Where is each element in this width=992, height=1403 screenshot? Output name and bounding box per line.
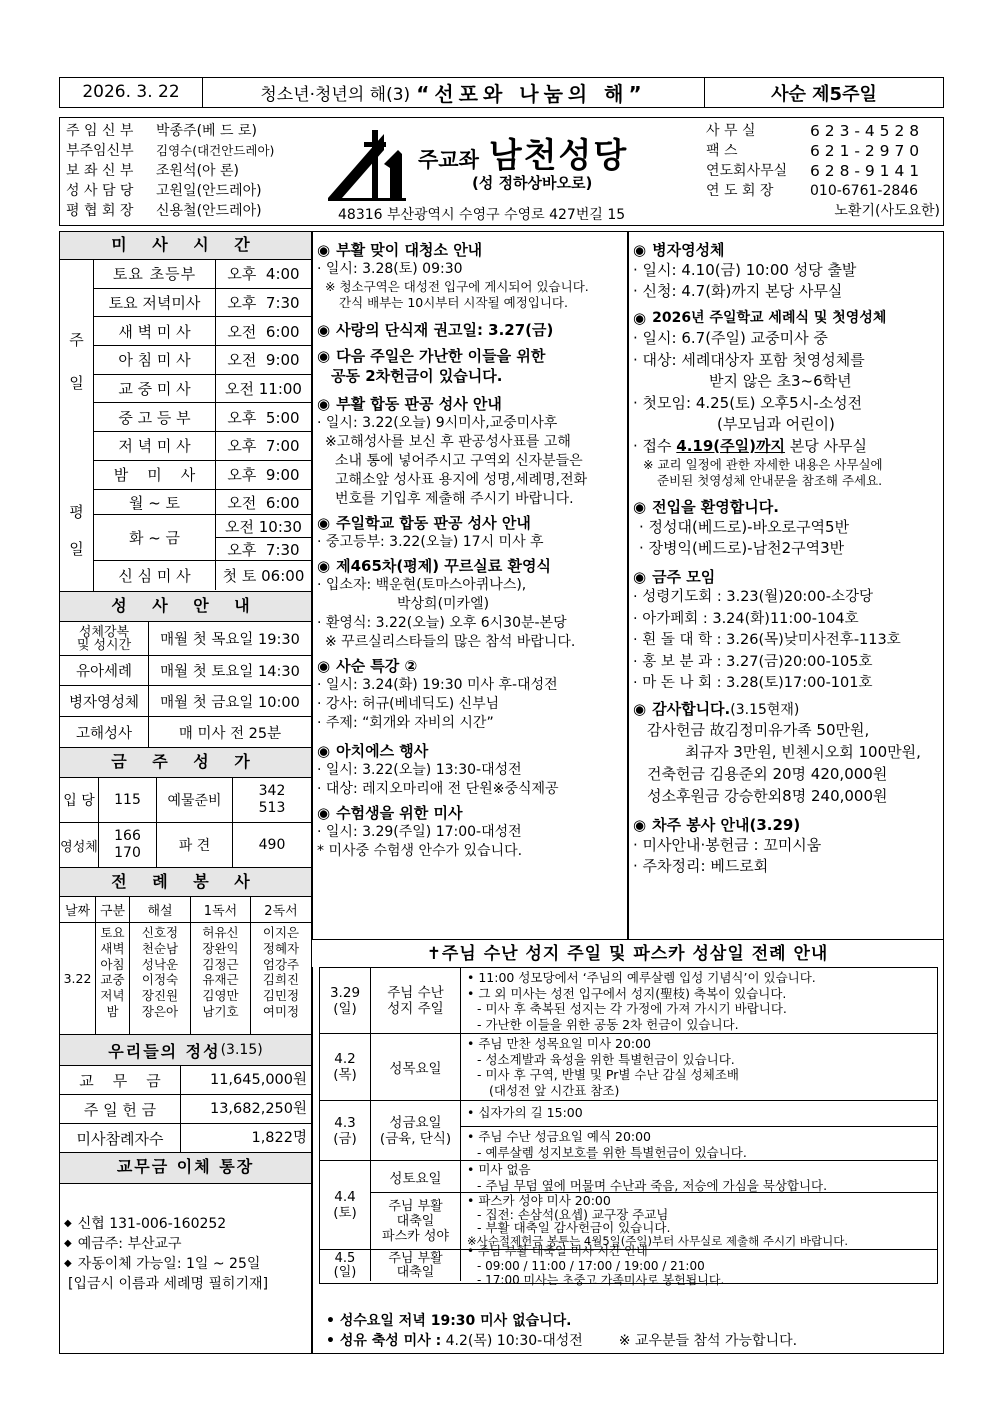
year-theme-main: “선포와 나눔의 해” — [416, 82, 647, 106]
notice-line: ※ 교리 일정에 관한 자세한 내용은 사무실에 — [643, 457, 883, 472]
parish-address: 48316 부산광역시 수영구 수영로 427번길 15 — [338, 207, 626, 223]
notice-title: 2026년 주일학교 세례식 및 첫영성체 — [652, 310, 887, 326]
notice-title: 사순 특강 ② — [336, 657, 418, 675]
col-header: 2독서 — [264, 904, 298, 919]
reader-2: 여미정 — [262, 1003, 300, 1019]
notice-line: · 첫모임: 4.25(토) 오후5시-소성전 — [633, 393, 863, 412]
hymns-heading: 금 주 성 가 — [60, 747, 311, 778]
reader-2: 김희진 — [262, 972, 300, 988]
holy-week-footer — [326, 1311, 797, 1351]
mass-time: 첫 토 06:00 — [222, 567, 305, 585]
staff-name: 박종주(베 드 로) — [156, 123, 257, 139]
holy-line: • 십자가의 길 15:00 — [461, 1101, 937, 1127]
notice-line: 번호를 기입후 제출해 주시기 바랍니다. — [335, 491, 574, 507]
notice-line: · 주차정리: 베드로회 — [633, 856, 769, 875]
bullseye-icon: ◉ — [317, 804, 331, 822]
holy-line: - 미사 후 축복된 성지는 각 가정에 가져 가시기 바랍니다. — [477, 1001, 787, 1016]
notice-line: · 중고등부: 3.22(오늘) 17시 미사 후 — [317, 534, 544, 550]
holy-day-name: 주님 부활 대축일 — [371, 1250, 461, 1281]
hymn-number: 490 — [258, 837, 286, 853]
notice-title: 제465차(평제) 꾸르실료 환영식 — [336, 557, 551, 575]
notice-line: · 환영식: 3.22(오늘) 오후 6시30분-본당 — [317, 615, 567, 631]
footer-note: • 성유 축성 미사 : — [326, 1333, 442, 1349]
notice-title: 아치에스 행사 — [336, 742, 429, 760]
notice-line: · 대상: 레지오마리애 전 단원※중식제공 — [317, 781, 559, 797]
notice-line: · 장병익(베드로)-남천2구역3반 — [639, 539, 845, 557]
holy-line: - 미사 후 구역, 반별 및 Pr별 수난 감실 성체조배 — [477, 1067, 739, 1082]
staff-name: 김영수(대건안드레아) — [156, 143, 275, 158]
bullseye-icon: ◉ — [317, 321, 331, 339]
contact-person: 노환기(사도요한) — [834, 203, 940, 219]
deadline-highlight: 4.19(주일)까지 — [676, 436, 785, 455]
notice-title: 병자영성체 — [652, 241, 725, 259]
notice-line: (부모님과 어린이) — [717, 415, 835, 433]
diocese-label: 주교좌 — [418, 148, 479, 172]
bullseye-icon: ◉ — [317, 557, 331, 575]
offerings-heading: 우리들의 정성 — [108, 1041, 221, 1061]
notice-line: · 성령기도회 : 3.23(월)20:00-소강당 — [633, 589, 874, 605]
holy-date: 3.29 (일) — [320, 968, 371, 1033]
mass-time: 오후 5:00 — [227, 408, 300, 427]
hymn-label: 예물준비 — [157, 778, 233, 822]
holy-day-name: 주님 수난 성지 주일 — [371, 968, 461, 1033]
account-info: 자동이체 가능일: 1일 ~ 25일 — [77, 1256, 261, 1272]
staff-name: 고원일(안드레아) — [156, 183, 262, 199]
holy-line: • 파스카 성야 미사 20:00 — [467, 1193, 611, 1208]
bullseye-icon: ◉ — [317, 241, 331, 259]
offering-amount: 1,822명 — [251, 1130, 307, 1146]
service-type: 아침 — [100, 956, 125, 972]
offering-name: 교 무 금 — [60, 1066, 181, 1094]
holy-day-name: 성토요일 — [371, 1161, 461, 1192]
bullseye-icon: ◉ — [633, 498, 647, 516]
notice-title: 수험생을 위한 미사 — [336, 804, 463, 822]
notice-line: 본당 사무실 — [784, 436, 867, 455]
account-info: 예금주: 부산교구 — [77, 1236, 182, 1252]
service-type: 새벽 — [100, 940, 125, 956]
bullseye-icon: ◉ — [633, 815, 647, 834]
holy-day-name: 주님 부활 대축일 파스카 성야 — [371, 1193, 461, 1249]
notice-line: · 아가페회 : 3.24(화)11:00-104호 — [633, 610, 859, 627]
mass-time: 오후 4:00 — [227, 265, 300, 284]
notice-title: 부활 맞이 대청소 안내 — [336, 241, 483, 259]
holy-day-name: 성목요일 — [371, 1034, 461, 1100]
holy-line: • 주님 만찬 성목요일 미사 20:00 — [467, 1036, 652, 1051]
service-type: 교중 — [100, 972, 125, 988]
holy-line: - 09:00 / 11:00 / 17:00 / 19:00 / 21:00 — [477, 1258, 705, 1273]
year-theme: 청소년·청년의 해(3) — [260, 85, 411, 105]
reader-2: 정혜자 — [262, 940, 300, 956]
notice-title: 다음 주일은 가난한 이들을 위한 — [336, 347, 546, 365]
notice-line: · 강사: 허규(베네딕도) 신부님 — [317, 696, 500, 712]
notice-line: · 신청: 4.7(화)까지 본당 사무실 — [633, 282, 843, 300]
notice-line: ※고해성사를 보신 후 판공성사표를 고해 — [325, 434, 571, 450]
mass-name: 월 ~ 토 — [94, 490, 216, 514]
sacrament-time: 매월 첫 목요일 19:30 — [160, 632, 300, 648]
col-header: 날짜 — [60, 897, 96, 922]
notice-line: ※ 청소구역은 대성전 입구에 게시되어 있습니다. — [325, 279, 589, 294]
offering-amount: 13,682,250원 — [209, 1101, 307, 1117]
sacrament-time: 매 미사 전 25분 — [178, 725, 282, 742]
holy-line: - 부활 대축일 감사헌금이 있습니다. — [477, 1220, 671, 1235]
holy-line: (대성전 앞 시간표 참조) — [489, 1082, 620, 1098]
holy-line: - 집전: 손삼석(요셉) 교구장 주교님 — [477, 1206, 669, 1222]
contact-value: 6 2 1 - 2 9 7 0 — [810, 142, 920, 160]
sacrament-name: 성체강복 및 성시간 — [60, 622, 149, 655]
mass-name: 화 ~ 금 — [94, 515, 216, 560]
notice-line: · 주제: “회개와 자비의 시간” — [317, 715, 494, 731]
reader-1: 유재근 — [202, 972, 239, 988]
commentator: 천순남 — [141, 940, 179, 956]
contact-list — [706, 121, 940, 221]
diamond-bullet-icon: ◆ — [64, 1218, 72, 1229]
mass-name: 저 녁 미 사 — [94, 432, 216, 460]
notice-title: 차주 봉사 안내(3.29) — [652, 815, 801, 834]
notice-line: 고해소앞 성사표 용지에 성명,세례명,전화 — [335, 472, 588, 488]
holy-day-name: 성금요일 (금육, 단식) — [371, 1101, 461, 1160]
hymn-label: 파 견 — [157, 823, 233, 867]
mass-time: 오후 7:30 — [227, 294, 300, 313]
donation-line: 최규자 3만원, 빈첸시오회 100만원, — [685, 742, 921, 761]
sacrament-name: 유아세례 — [60, 656, 149, 685]
holy-line: - 예루살렘 성지보호를 위한 특별헌금이 있습니다. — [477, 1144, 747, 1160]
bullseye-icon: ◉ — [317, 514, 331, 532]
account-info: 신협 131-006-160252 — [77, 1216, 227, 1232]
notice-line: 소내 통에 넣어주시고 구역외 신자분들은 — [335, 453, 583, 469]
notice-title: 전입을 환영합니다. — [652, 498, 779, 516]
holy-date: 4.3 (금) — [320, 1101, 371, 1160]
contact-label: 연도회사무실 — [706, 163, 788, 179]
notice-line: ※ 꾸르실리스타들의 많은 참석 바랍니다. — [325, 634, 576, 650]
mass-time: 오전 6:00 — [227, 493, 300, 512]
staff-role: 부주임신부 — [66, 143, 134, 159]
notice-line: · 입소자: 백운현(토마스아퀴나스), — [317, 577, 527, 593]
contact-label: 팩 스 — [706, 143, 738, 159]
commentator: 장은아 — [141, 1003, 179, 1019]
holy-line: - 성소계발과 육성을 위한 특별헌금이 있습니다. — [477, 1051, 735, 1067]
service-type: 저녁 — [100, 988, 125, 1004]
hymn-number: 166 170 — [99, 823, 157, 867]
staff-role: 성 사 담 당 — [66, 183, 134, 199]
diamond-bullet-icon: ◆ — [64, 1238, 72, 1249]
notice-line: · 일시: 3.29(주일) 17:00-대성전 — [317, 824, 522, 840]
holy-date: 4.4 (토) — [320, 1161, 371, 1249]
bullseye-icon: ◉ — [317, 657, 331, 675]
commentator: 성낙운 — [141, 956, 179, 972]
notice-line: · 접수 — [633, 436, 677, 455]
holy-date: 4.5 (일) — [320, 1250, 371, 1281]
mass-name: 아 침 미 사 — [94, 346, 216, 374]
donation-line: 감사헌금 故김정미유가족 50만원, — [647, 720, 870, 739]
service-date: 3.22 — [60, 923, 96, 1034]
col-header: 1독서 — [191, 897, 251, 922]
liturgical-week: 사순 제5주일 — [771, 83, 877, 105]
notice-title: 금주 모임 — [652, 568, 716, 586]
notice-line: · 일시: 3.28(토) 09:30 — [317, 261, 463, 277]
holy-line: ※사순절제헌금 봉투는 4월5일(주일)부터 사무실로 제출해 주시기 바랍니다. — [467, 1233, 848, 1248]
issue-date: 2026. 3. 22 — [60, 78, 203, 107]
mass-time: 오후 9:00 — [227, 466, 300, 485]
contact-label: 사 무 실 — [706, 123, 756, 139]
notice-title: 감사합니다. — [652, 699, 731, 718]
mass-time: 오전 9:00 — [227, 351, 300, 370]
sacrament-name: 고해성사 — [60, 717, 149, 747]
contact-label: 연 도 회 장 — [706, 183, 774, 199]
holy-line: - 주님 무덤 옆에 머물며 수난과 죽음, 저승에 가심을 묵상합니다. — [477, 1177, 828, 1193]
account-heading: 교무금 이체 통장 — [60, 1153, 311, 1184]
reader-2: 엄강주 — [262, 956, 300, 972]
staff-name: 신용철(안드레아) — [156, 203, 262, 219]
staff-name: 조원석(아 론) — [156, 163, 239, 179]
sacraments-heading: 성 사 안 내 — [60, 592, 311, 622]
notices-right — [633, 240, 941, 877]
parish-name: 남천성당 — [488, 136, 629, 176]
hymn-label: 입 당 — [60, 778, 99, 822]
hymn-label: 영성체 — [60, 823, 99, 867]
notice-line: · 흰 돌 대 학 : 3.26(목)낮미사전후-113호 — [633, 632, 901, 648]
staff-list — [66, 121, 274, 221]
holy-week-table — [319, 967, 938, 1287]
mass-name: 중 고 등 부 — [94, 403, 216, 431]
contact-value: 010-6761-2846 — [810, 183, 919, 199]
sacrament-time: 매월 첫 토요일 14:30 — [160, 664, 300, 680]
footer-note: 4.2(목) 10:30-대성전 — [441, 1333, 583, 1349]
holy-line: • 그 외 미사는 성전 입구에서 성지(聖枝) 축복이 있습니다. — [467, 985, 787, 1001]
notice-title: 주일학교 합동 판공 성사 안내 — [336, 514, 531, 532]
staff-role: 평 협 회 장 — [66, 203, 134, 219]
mass-time: 오전 6:00 — [227, 322, 300, 341]
col-header: 해설 — [130, 897, 191, 922]
hymn-number: 342 513 — [258, 783, 286, 816]
holy-line: • 주님 수난 성금요일 예식 20:00 — [467, 1129, 652, 1144]
notice-title: 사랑의 단식재 권고일: 3.27(금) — [336, 321, 554, 339]
reader-1: 김영만 — [202, 988, 239, 1004]
footer-note: ※ 교우분들 참석 가능합니다. — [618, 1333, 798, 1349]
notice-title: 공동 2차헌금이 있습니다. — [331, 367, 503, 385]
parish-patron: (성 정하상바오로) — [472, 174, 593, 192]
mass-name: 토요 저녁미사 — [94, 289, 216, 317]
mass-times-heading: 미 사 시 간 — [60, 232, 311, 260]
notice-title: 부활 합동 판공 성사 안내 — [336, 395, 502, 413]
holy-line: - 가난한 이들을 위한 공동 2차 헌금이 있습니다. — [477, 1016, 739, 1032]
liturgy-service-heading: 전 례 봉 사 — [60, 867, 311, 897]
staff-role: 보 좌 신 부 — [66, 163, 134, 179]
offerings-date: (3.15) — [220, 1042, 263, 1058]
reader-2: 김민정 — [262, 988, 300, 1004]
notice-line: 받지 않은 초3~6학년 — [709, 372, 852, 390]
notice-line: * 미사중 수험생 안수가 있습니다. — [317, 843, 523, 859]
contact-value: 6 2 8 - 9 1 4 1 — [810, 162, 920, 180]
bullseye-icon: ◉ — [633, 699, 647, 718]
holy-line: • 미사 없음 — [467, 1162, 531, 1177]
sacrament-time: 매월 첫 금요일 10:00 — [160, 694, 300, 711]
notice-line: · 일시: 3.22(오늘) 13:30-대성전 — [317, 762, 522, 778]
notice-line: 간식 배부는 10시부터 시작될 예정입니다. — [339, 295, 568, 310]
mass-time: 오전 11:00 — [225, 380, 302, 399]
notices-middle — [317, 240, 625, 861]
mass-time: 오후 7:30 — [227, 540, 300, 559]
bullseye-icon: ◉ — [633, 309, 647, 327]
hymn-number: 115 — [99, 778, 157, 822]
notice-line: 준비된 첫영성체 안내문을 참조해 주세요. — [657, 473, 883, 488]
bullseye-icon: ◉ — [317, 347, 331, 365]
service-type: 토요 — [100, 925, 125, 940]
service-type: 밤 — [106, 1003, 119, 1019]
notice-line: · 일시: 3.22(오늘) 9시미사,교중미사후 — [317, 415, 558, 431]
donation-line: 건축헌금 김용준외 20명 420,000원 — [647, 764, 888, 783]
offering-amount: 11,645,000원 — [209, 1072, 307, 1088]
reader-1: 장완익 — [202, 940, 239, 956]
offering-name: 주 일 헌 금 — [60, 1095, 181, 1123]
staff-role: 주 임 신 부 — [66, 123, 134, 139]
footer-note: • 성수요일 저녁 19:30 미사 없습니다. — [326, 1313, 572, 1329]
offering-name: 미사참례자수 — [60, 1124, 181, 1152]
reader-1: 허유신 — [202, 925, 239, 940]
reader-2: 이지은 — [262, 925, 300, 940]
reader-1: 남기호 — [202, 1003, 239, 1019]
sacrament-name: 병자영성체 — [60, 686, 149, 716]
bullseye-icon: ◉ — [317, 395, 331, 413]
notice-line: · 일시: 3.24(화) 19:30 미사 후-대성전 — [317, 677, 558, 693]
title-bar — [59, 77, 944, 108]
commentator: 이정숙 — [141, 972, 179, 988]
holy-line: • 11:00 성모당에서 ‘주님의 예루살렘 입성 기념식’이 있습니다. — [467, 970, 816, 985]
notice-line: · 일시: 6.7(주일) 교중미사 중 — [633, 329, 828, 347]
notice-line: · 정성대(베드로)-바오로구역5반 — [639, 518, 850, 536]
mass-name: 밤 미 사 — [94, 461, 216, 489]
notice-line: · 마 돈 나 회 : 3.28(토)17:00-101호 — [633, 675, 873, 691]
bullseye-icon: ◉ — [633, 241, 647, 259]
commentator: 장진원 — [141, 988, 179, 1004]
col-header: 구분 — [96, 897, 130, 922]
mass-name: 교 중 미 사 — [94, 375, 216, 403]
reader-1: 김정근 — [202, 956, 239, 972]
holy-line: • 주님 부활 대축일 미사 시간 안내 — [467, 1244, 648, 1258]
mass-name: 신 심 미 사 — [94, 561, 216, 590]
notice-line: · 홍 보 분 과 : 3.27(금)20:00-105호 — [633, 653, 873, 670]
bullseye-icon: ◉ — [317, 742, 331, 760]
bullseye-icon: ◉ — [633, 568, 647, 586]
donation-line: 성소후원금 강승한외8명 240,000원 — [647, 786, 888, 805]
notice-line: · 일시: 4.10(금) 10:00 성당 출발 — [633, 261, 857, 279]
holy-week-title: ✝주님 수난 성지 주일 및 파스카 성삼일 전례 안내 — [312, 939, 943, 967]
mass-time: 오후 7:00 — [227, 437, 300, 456]
mass-name: 새 벽 미 사 — [94, 317, 216, 345]
holy-date: 4.2 (목) — [320, 1034, 371, 1100]
account-note: [입금시 이름과 세례명 필히기재] — [68, 1276, 269, 1292]
notice-line: · 대상: 세례대상자 포함 첫영성체를 — [633, 350, 865, 369]
commentator: 신호정 — [141, 925, 179, 940]
notice-line: · 미사안내·봉헌금 : 꼬미시움 — [633, 835, 822, 854]
mass-time: 오전 10:30 — [216, 515, 311, 538]
notice-line: 박상희(미카엘) — [397, 596, 490, 612]
weekday-label: 평일 — [60, 490, 94, 591]
mass-name: 토요 초등부 — [94, 260, 216, 288]
diamond-bullet-icon: ◆ — [64, 1258, 72, 1269]
sunday-label: 주일 — [60, 260, 94, 490]
holy-line: - 17:00 미사는 초중고 가족미사로 봉헌됩니다. — [477, 1273, 725, 1287]
parish-logo-icon — [328, 124, 408, 202]
notice-date: (3.15현재) — [730, 701, 800, 718]
contact-value: 6 2 3 - 4 5 2 8 — [810, 122, 920, 140]
